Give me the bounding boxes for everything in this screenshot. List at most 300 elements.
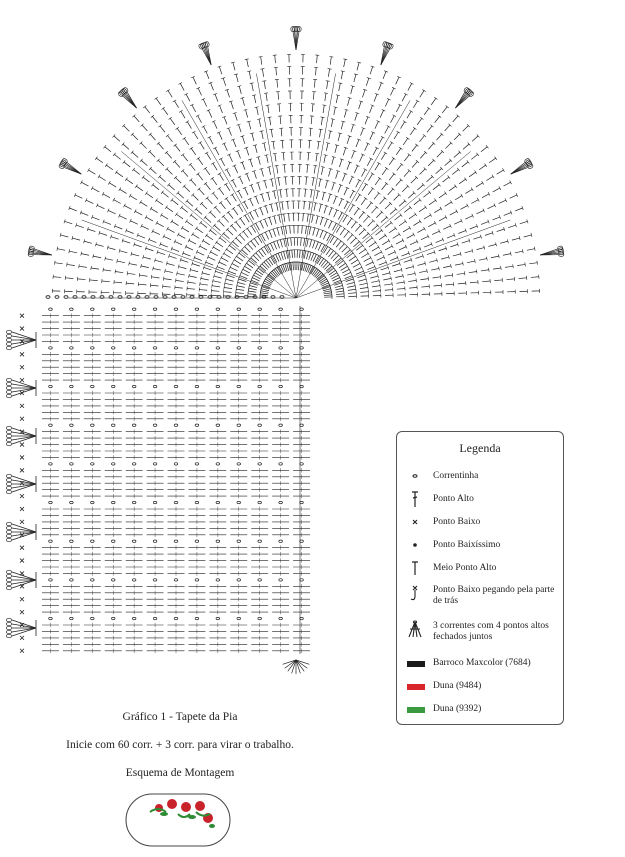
fan-stitch — [279, 215, 281, 223]
fan-stitch — [390, 116, 394, 123]
fan-stitch — [465, 216, 472, 219]
fan-stitch — [262, 69, 263, 77]
chain-stitch — [70, 579, 74, 581]
fan-stitch — [328, 221, 331, 228]
fan-stitch — [236, 238, 242, 244]
fan-stitch — [493, 268, 501, 269]
fan-stitch-top — [171, 220, 173, 223]
chain-stitch — [216, 385, 220, 387]
fan-stitch — [360, 287, 368, 288]
chain-stitch — [279, 579, 283, 581]
fan-stitch-top — [404, 220, 406, 223]
chain-icon — [405, 466, 425, 486]
fan-stitch — [192, 264, 200, 267]
fan-stitch — [221, 159, 225, 166]
fan-stitch — [424, 244, 431, 247]
fan-stitch — [280, 116, 281, 124]
fan-stitch — [428, 160, 434, 166]
fan-stitch — [349, 177, 352, 184]
fan-stitch — [379, 83, 382, 90]
assembly-diagram — [126, 794, 230, 846]
fan-stitch — [370, 67, 373, 75]
fan-stitch-top — [306, 214, 310, 215]
fan-stitch — [453, 116, 458, 122]
fan-stitch — [168, 136, 173, 142]
fan-stitch — [375, 163, 379, 170]
fan-stitch — [249, 288, 257, 290]
fan-stitch — [277, 228, 279, 236]
fan-stitch-top — [346, 265, 348, 268]
fan-stitch — [172, 221, 179, 225]
fan-stitch — [320, 217, 323, 225]
fan-stitch — [239, 125, 242, 133]
fan-stitch — [470, 226, 477, 229]
fan-stitch — [216, 242, 223, 247]
fan-stitch — [231, 225, 236, 231]
chain-stitch — [216, 463, 220, 465]
fan-stitch — [354, 74, 356, 82]
fan-stitch — [445, 202, 452, 206]
fan-stitch-top — [67, 262, 68, 266]
fan-stitch — [307, 239, 309, 247]
fan-stitch — [167, 263, 175, 265]
fan-stitch-top — [211, 162, 214, 164]
fan-stitch — [482, 281, 490, 282]
fan-stitch — [190, 270, 198, 272]
fan-stitch — [519, 278, 527, 279]
fan-stitch — [284, 214, 285, 222]
fan-stitch — [344, 231, 349, 237]
chain-stitch — [258, 424, 262, 426]
fan-stitch — [436, 134, 441, 140]
fan-stitch — [429, 200, 436, 205]
fan-stitch-top — [374, 241, 376, 244]
fan-stitch-top — [339, 225, 342, 227]
fan-stitch — [323, 105, 324, 113]
fan-stitch — [395, 215, 401, 220]
fan-stitch — [89, 170, 96, 174]
fan-stitch — [321, 117, 322, 125]
fan-stitch — [473, 237, 481, 240]
fan-stitch-top — [424, 206, 426, 209]
fan-stitch-top — [103, 268, 104, 272]
fan-stitch-top — [485, 164, 487, 167]
fan-stitch-top — [464, 271, 465, 275]
fan-stitch-top — [127, 271, 128, 275]
chain-stitch — [237, 424, 241, 426]
fan-stitch — [174, 101, 178, 108]
motif-stitch — [12, 524, 36, 532]
fan-stitch — [230, 267, 237, 270]
fan-stitch — [285, 177, 286, 185]
fan-stitch — [439, 193, 446, 198]
fan-stitch-top — [255, 107, 259, 108]
fan-stitch-top — [151, 275, 152, 279]
fan-stitch-top — [173, 100, 176, 102]
fan-stitch — [436, 168, 442, 173]
fan-stitch — [332, 157, 334, 165]
fan-stitch — [340, 228, 345, 235]
fan-stitch — [443, 226, 450, 229]
chain-stitch — [271, 296, 275, 299]
fan-stitch-top — [236, 287, 237, 291]
motif-stitch — [12, 332, 36, 340]
chain-stitch — [153, 347, 157, 349]
fan-stitch — [242, 98, 244, 106]
chain-stitch — [46, 296, 50, 299]
fan-stitch-top — [324, 155, 328, 156]
fan-stitch — [146, 248, 154, 251]
fan-stitch — [251, 185, 254, 192]
fan-stitch — [315, 242, 318, 249]
fan-stitch-top — [338, 83, 342, 84]
single-crochet-mark — [20, 546, 24, 550]
fan-stitch — [211, 252, 218, 256]
fan-stitch — [242, 136, 245, 144]
single-crochet-mark — [20, 417, 24, 421]
fan-stitch — [407, 273, 415, 275]
single-crochet-mark — [20, 455, 24, 459]
fan-stitch-top — [205, 152, 208, 154]
fan-stitch-top — [200, 282, 201, 286]
color-swatch-red — [407, 684, 425, 690]
fan-stitch — [375, 230, 381, 235]
fan-stitch — [410, 128, 415, 135]
fan-stitch — [207, 198, 212, 204]
motif-petal — [6, 346, 11, 349]
fan-stitch — [335, 288, 343, 290]
fan-stitch — [354, 166, 357, 173]
fan-stitch — [129, 264, 137, 266]
fan-stitch — [317, 55, 318, 63]
fan-stitch — [454, 221, 461, 224]
fan-stitch — [302, 226, 303, 234]
fan-stitch — [437, 152, 443, 158]
fan-stitch — [225, 283, 233, 285]
motif-stitch — [12, 384, 36, 388]
fan-stitch — [315, 67, 316, 75]
fan-stitch — [104, 222, 111, 225]
fan-stitch — [210, 230, 216, 235]
fan-stitch — [366, 78, 369, 86]
chain-stitch — [190, 296, 194, 299]
fan-stitch — [351, 222, 356, 228]
fan-stitch — [336, 95, 338, 103]
fan-stitch — [224, 144, 227, 151]
fan-stitch-top — [316, 191, 320, 192]
fan-stitch — [372, 225, 378, 230]
fan-stitch — [206, 235, 213, 240]
fan-stitch — [246, 110, 248, 118]
fan-stitch — [333, 196, 336, 203]
fan-stitch-top — [282, 238, 286, 239]
chain-stitch — [91, 385, 95, 387]
fan-stitch — [411, 177, 417, 183]
fan-stitch-top — [371, 187, 374, 189]
fan-stitch-top — [119, 188, 121, 191]
slip-stitch-icon — [405, 535, 425, 555]
fan-stitch — [445, 160, 451, 165]
fan-stitch — [326, 143, 328, 151]
fan-stitch-top — [329, 131, 333, 132]
fan-stitch — [427, 252, 435, 255]
fan-stitch — [380, 110, 383, 117]
fan-stitch — [243, 269, 250, 273]
chain-stitch — [237, 385, 241, 387]
motif-stitch — [12, 576, 36, 580]
fan-stitch — [420, 91, 424, 98]
fan-stitch — [155, 260, 163, 262]
fan-stitch — [200, 246, 207, 250]
fan-stitch-top — [175, 213, 177, 216]
fan-stitch — [141, 202, 148, 206]
fan-stitch — [176, 280, 184, 281]
fan-stitch — [419, 271, 427, 273]
back-loop-single-crochet-icon — [405, 583, 425, 603]
fan-stitch-top — [212, 284, 213, 288]
fan-stitch-top — [392, 282, 393, 286]
fan-stitch-top — [262, 143, 266, 144]
fan-stitch — [141, 160, 147, 165]
fan-stitch-top — [343, 227, 346, 229]
fan-stitch — [431, 268, 439, 270]
fan-stitch — [187, 288, 195, 289]
fan-stitch-top — [331, 119, 335, 120]
chain-stitch — [195, 347, 199, 349]
fan-stitch — [172, 200, 178, 205]
fan-stitch — [385, 246, 392, 250]
fan-stitch — [160, 126, 165, 132]
chain-stitch — [237, 308, 241, 310]
fan-stitch — [235, 113, 238, 121]
fan-stitch — [413, 249, 420, 252]
fan-stitch — [151, 285, 159, 286]
fan-stitch — [158, 143, 163, 149]
chain-stitch — [153, 617, 157, 619]
fan-stitch — [383, 71, 386, 78]
fan-stitch — [421, 286, 429, 287]
fan-stitch — [362, 184, 366, 191]
fan-stitch-top — [276, 177, 280, 178]
chain-stitch — [153, 540, 157, 542]
fan-stitch-top — [271, 141, 275, 142]
chain-stitch — [174, 540, 178, 542]
fan-stitch — [316, 216, 318, 224]
fan-stitch — [429, 260, 437, 262]
fan-stitch-top — [461, 194, 463, 197]
motif-petal — [6, 534, 11, 537]
fan-stitch — [335, 286, 343, 288]
fan-stitch — [229, 128, 232, 135]
fan-stitch — [81, 213, 88, 216]
fan-stitch — [328, 194, 331, 202]
fan-stitch — [347, 136, 350, 144]
fan-stitch — [350, 191, 354, 198]
fan-stitch — [213, 163, 217, 170]
fan-stitch — [402, 94, 406, 101]
fan-stitch — [292, 250, 293, 258]
fan-stitch-top — [129, 262, 130, 266]
fan-stitch — [130, 196, 137, 200]
fan-stitch — [268, 192, 270, 200]
fan-stitch — [347, 235, 352, 241]
fan-stitch — [272, 271, 277, 277]
fan-stitch — [507, 279, 515, 280]
fan-stitch — [277, 80, 278, 88]
fan-stitch — [57, 249, 65, 251]
fan-stitch — [459, 179, 466, 184]
fan-stitch — [163, 108, 168, 115]
fan-stitch-top — [245, 59, 249, 60]
fan-stitch — [271, 129, 272, 137]
fan-stitch — [388, 143, 392, 150]
fan-stitch-top — [454, 185, 456, 188]
fan-stitch-top — [69, 249, 70, 253]
fan-stitch — [344, 59, 346, 67]
chain-stitch — [111, 347, 115, 349]
fan-stitch — [211, 83, 214, 90]
fan-stitch — [186, 247, 193, 250]
fan-stitch — [324, 293, 332, 294]
fan-stitch — [321, 167, 323, 175]
fan-stitch — [488, 205, 495, 208]
fan-stitch — [413, 101, 417, 108]
chain-stitch — [111, 501, 115, 503]
fan-stitch — [524, 235, 532, 237]
fan-stitch — [207, 153, 211, 160]
fan-stitch — [270, 243, 273, 250]
motif-stitch — [12, 572, 36, 580]
chain-stitch — [216, 579, 220, 581]
fan-stitch — [342, 269, 349, 273]
chain-stitch — [258, 308, 262, 310]
legend-item-cluster — [397, 619, 563, 649]
fan-stitch — [408, 83, 412, 90]
chain-stitch — [111, 540, 115, 542]
chain-stitch — [195, 385, 199, 387]
fan-stitch — [141, 266, 149, 268]
fan-stitch — [233, 140, 236, 147]
fan-stitch — [274, 242, 277, 249]
chain-stitch — [279, 540, 283, 542]
fan-stitch — [284, 239, 286, 247]
fan-stitch — [108, 210, 115, 213]
fan-stitch — [194, 132, 198, 139]
fan-stitch — [255, 210, 258, 217]
fan-stitch — [201, 278, 209, 280]
fan-stitch — [381, 267, 389, 270]
fan-stitch — [361, 198, 366, 205]
chain-stitch — [132, 424, 136, 426]
fan-stitch — [360, 292, 368, 293]
fan-stitch-top — [275, 165, 279, 166]
fan-stitch — [428, 143, 433, 149]
fan-stitch — [341, 71, 343, 79]
fan-stitch — [92, 217, 99, 220]
fan-stitch — [355, 225, 360, 231]
fan-stitch — [132, 134, 138, 140]
fan-stitch — [374, 193, 379, 199]
fan-stitch — [320, 129, 321, 137]
fan-stitch — [385, 99, 388, 106]
fan-stitch — [111, 237, 119, 240]
fan-stitch — [368, 188, 373, 195]
fan-stitch — [210, 212, 216, 218]
fan-stitch — [191, 180, 196, 186]
fan-stitch — [254, 95, 256, 103]
fan-stitch — [331, 253, 336, 259]
fan-stitch — [224, 117, 227, 124]
fan-stitch — [136, 186, 143, 191]
fan-stitch-top — [55, 261, 56, 265]
fan-stitch-top — [364, 248, 366, 251]
fan-stitch-top — [317, 141, 321, 142]
fan-stitch — [329, 208, 332, 215]
fan-stitch — [206, 262, 213, 265]
fan-stitch — [439, 217, 446, 221]
fan-stitch — [139, 275, 147, 276]
motif-petal — [6, 530, 11, 533]
chain-stitch — [132, 463, 136, 465]
fan-stitch — [329, 131, 331, 139]
fan-stitch — [260, 208, 263, 215]
chain-stitch — [70, 463, 74, 465]
fan-stitch — [503, 254, 511, 256]
chain-stitch — [91, 617, 95, 619]
fan-stitch — [382, 168, 387, 175]
fan-stitch — [402, 253, 409, 256]
fan-stitch — [246, 263, 253, 268]
fan-stitch — [399, 247, 406, 250]
fan-stitch — [414, 200, 420, 205]
chain-stitch — [279, 501, 283, 503]
chain-stitch — [132, 308, 136, 310]
fan-stitch — [277, 166, 278, 174]
fan-stitch — [193, 234, 200, 238]
fan-stitch-top — [279, 226, 283, 227]
fan-stitch — [276, 67, 277, 75]
fan-stitch — [114, 282, 122, 283]
chain-stitch — [91, 540, 95, 542]
fan-stitch — [390, 258, 397, 261]
fan-stitch — [247, 174, 250, 181]
fan-stitch — [404, 171, 409, 177]
fan-stitch — [244, 202, 248, 209]
fan-stitch-top — [414, 213, 416, 216]
motif-petal — [6, 426, 11, 429]
fan-stitch — [219, 67, 222, 75]
fan-stitch — [126, 283, 134, 284]
fan-stitch — [450, 211, 457, 215]
fan-stitch — [413, 221, 420, 225]
fan-stitch — [259, 251, 264, 257]
fan-stitch — [481, 270, 489, 271]
fan-stitch — [248, 291, 256, 292]
fan-stitch — [347, 162, 350, 169]
fan-stitch-top — [253, 237, 256, 239]
fan-stitch — [99, 233, 107, 236]
fan-stitch — [214, 121, 217, 128]
fan-stitch-top — [264, 93, 268, 94]
fan-stitch — [327, 81, 328, 89]
fan-stitch — [349, 256, 356, 261]
fan-stitch — [320, 230, 323, 237]
fan-stitch — [123, 241, 131, 244]
chain-stitch — [49, 385, 53, 387]
legend-label: Duna (9484) — [433, 681, 482, 691]
chain-stitch — [91, 296, 95, 299]
fan-stitch-top — [537, 261, 538, 265]
